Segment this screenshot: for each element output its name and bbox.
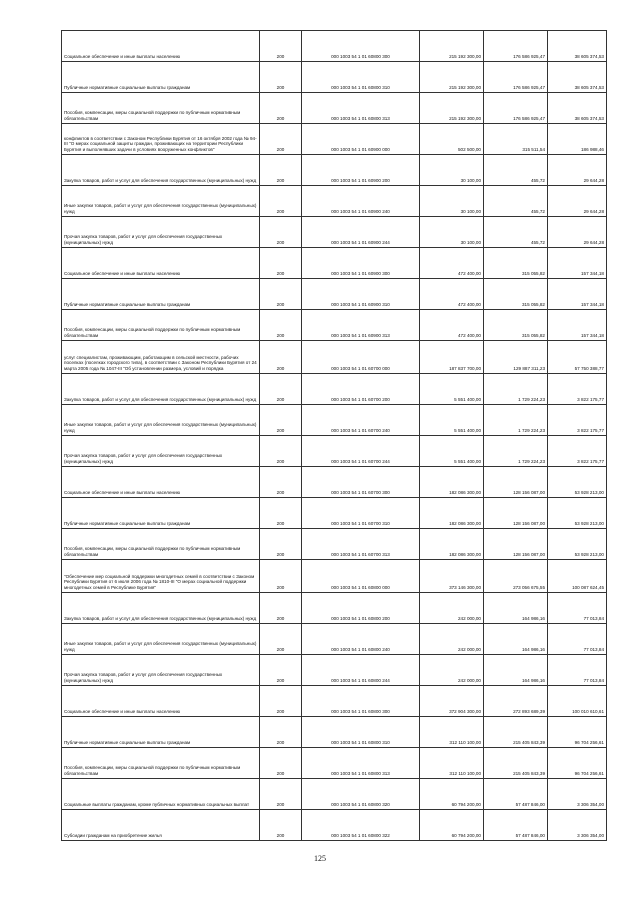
row-line-code: 200 bbox=[260, 655, 302, 686]
row-line-code: 200 bbox=[260, 217, 302, 248]
table-row bbox=[62, 779, 607, 810]
table-row bbox=[62, 62, 607, 93]
row-approved-amount: 372 904 300,00 bbox=[420, 686, 484, 717]
row-executed-amount: 272 893 689,39 bbox=[484, 686, 548, 717]
row-approved-amount: 242 000,00 bbox=[420, 655, 484, 686]
row-name: Публичные нормативные социальные выплаты гражданам bbox=[62, 62, 260, 93]
row-remaining-amount: 38 605 374,53 bbox=[548, 31, 607, 62]
row-executed-amount: 455,72 bbox=[484, 186, 548, 217]
table-row bbox=[62, 31, 607, 62]
row-remaining-amount: 38 605 374,53 bbox=[548, 93, 607, 124]
row-name: конфликтов в соответствии с Законом Республики Бурятия от 16 октября 2002 года № 94-III "О мерах социальной защиты граждан, проживающих на территории Республики Бурятия и выполнявших задачи в условиях вооруженных конфликтов" bbox=[62, 124, 260, 155]
row-approved-amount: 373 146 300,00 bbox=[420, 560, 484, 593]
row-approved-amount: 472 400,00 bbox=[420, 279, 484, 310]
row-remaining-amount: 53 928 213,00 bbox=[548, 529, 607, 560]
row-approved-amount: 472 400,00 bbox=[420, 248, 484, 279]
row-budget-code: 000 1003 54 1 01 60900 313 bbox=[302, 310, 420, 341]
table-row bbox=[62, 655, 607, 686]
table-row bbox=[62, 686, 607, 717]
row-remaining-amount: 29 644,28 bbox=[548, 155, 607, 186]
table-row bbox=[62, 810, 607, 841]
row-approved-amount: 182 086 300,00 bbox=[420, 498, 484, 529]
row-approved-amount: 215 192 300,00 bbox=[420, 93, 484, 124]
row-approved-amount: 60 794 200,00 bbox=[420, 779, 484, 810]
row-name: Пособия, компенсации, меры социальной поддержки по публичным нормативным обязательствам bbox=[62, 748, 260, 779]
row-approved-amount: 182 086 300,00 bbox=[420, 467, 484, 498]
row-approved-amount: 187 837 700,00 bbox=[420, 341, 484, 374]
row-line-code: 200 bbox=[260, 436, 302, 467]
row-executed-amount: 57 487 846,00 bbox=[484, 779, 548, 810]
row-approved-amount: 5 551 400,00 bbox=[420, 405, 484, 436]
row-budget-code: 000 1003 54 1 01 60800 310 bbox=[302, 717, 420, 748]
table-row bbox=[62, 186, 607, 217]
row-remaining-amount: 3 822 175,77 bbox=[548, 436, 607, 467]
row-approved-amount: 215 192 300,00 bbox=[420, 31, 484, 62]
row-budget-code: 000 1003 54 1 01 60700 000 bbox=[302, 341, 420, 374]
row-budget-code: 000 1003 54 1 01 60900 000 bbox=[302, 124, 420, 155]
table-row bbox=[62, 560, 607, 593]
row-budget-code: 000 1003 54 1 01 60800 320 bbox=[302, 779, 420, 810]
row-line-code: 200 bbox=[260, 155, 302, 186]
row-name: Иные закупки товаров, работ и услуг для обеспечения государственных (муниципальных) нужд bbox=[62, 186, 260, 217]
row-executed-amount: 176 586 925,47 bbox=[484, 93, 548, 124]
row-line-code: 200 bbox=[260, 341, 302, 374]
row-executed-amount: 176 586 925,47 bbox=[484, 31, 548, 62]
table-row bbox=[62, 748, 607, 779]
row-remaining-amount: 77 013,84 bbox=[548, 624, 607, 655]
row-budget-code: 000 1003 54 1 01 60900 244 bbox=[302, 217, 420, 248]
row-remaining-amount: 29 644,28 bbox=[548, 186, 607, 217]
row-budget-code: 000 1003 54 1 01 60700 313 bbox=[302, 529, 420, 560]
row-remaining-amount: 53 928 213,00 bbox=[548, 498, 607, 529]
table-row bbox=[62, 717, 607, 748]
row-name: Иные закупки товаров, работ и услуг для обеспечения государственных (муниципальных) нужд bbox=[62, 624, 260, 655]
row-remaining-amount: 3 306 354,00 bbox=[548, 779, 607, 810]
row-line-code: 200 bbox=[260, 248, 302, 279]
row-budget-code: 000 1003 54 1 01 60800 240 bbox=[302, 624, 420, 655]
row-remaining-amount: 96 704 256,61 bbox=[548, 717, 607, 748]
row-executed-amount: 164 986,16 bbox=[484, 655, 548, 686]
table-row bbox=[62, 593, 607, 624]
row-approved-amount: 472 400,00 bbox=[420, 310, 484, 341]
row-name: Прочая закупка товаров, работ и услуг для обеспечения государственных (муниципальных) нужд bbox=[62, 436, 260, 467]
row-budget-code: 000 1003 54 1 01 60700 244 bbox=[302, 436, 420, 467]
row-name: Закупка товаров, работ и услуг для обеспечения государственных (муниципальных) нужд bbox=[62, 593, 260, 624]
row-budget-code: 000 1003 54 1 01 60800 313 bbox=[302, 748, 420, 779]
row-name: Публичные нормативные социальные выплаты гражданам bbox=[62, 717, 260, 748]
row-approved-amount: 242 000,00 bbox=[420, 593, 484, 624]
row-name: Закупка товаров, работ и услуг для обеспечения государственных (муниципальных) нужд bbox=[62, 374, 260, 405]
row-executed-amount: 57 487 846,00 bbox=[484, 810, 548, 841]
budget-execution-table bbox=[61, 30, 606, 841]
row-remaining-amount: 77 013,84 bbox=[548, 655, 607, 686]
row-line-code: 200 bbox=[260, 467, 302, 498]
row-approved-amount: 5 551 400,00 bbox=[420, 374, 484, 405]
row-executed-amount: 1 729 224,23 bbox=[484, 436, 548, 467]
table-row bbox=[62, 498, 607, 529]
row-budget-code: 000 1003 54 1 01 60800 313 bbox=[302, 93, 420, 124]
row-line-code: 200 bbox=[260, 186, 302, 217]
row-remaining-amount: 57 750 388,77 bbox=[548, 341, 607, 374]
row-executed-amount: 315 055,82 bbox=[484, 310, 548, 341]
row-executed-amount: 455,72 bbox=[484, 217, 548, 248]
row-line-code: 200 bbox=[260, 810, 302, 841]
row-executed-amount: 215 405 843,39 bbox=[484, 748, 548, 779]
row-line-code: 200 bbox=[260, 124, 302, 155]
table-row bbox=[62, 93, 607, 124]
row-name: Пособия, компенсации, меры социальной поддержки по публичным нормативным обязательствам bbox=[62, 529, 260, 560]
row-name: Социальное обеспечение и иные выплаты населению bbox=[62, 248, 260, 279]
row-name: Социальные выплаты гражданам, кроме публичных нормативных социальных выплат bbox=[62, 779, 260, 810]
row-executed-amount: 315 055,82 bbox=[484, 279, 548, 310]
row-budget-code: 000 1003 54 1 01 60700 300 bbox=[302, 467, 420, 498]
row-line-code: 200 bbox=[260, 374, 302, 405]
row-approved-amount: 312 110 100,00 bbox=[420, 717, 484, 748]
row-budget-code: 000 1003 54 1 01 60700 310 bbox=[302, 498, 420, 529]
row-approved-amount: 30 100,00 bbox=[420, 186, 484, 217]
row-budget-code: 000 1003 54 1 01 60700 200 bbox=[302, 374, 420, 405]
row-line-code: 200 bbox=[260, 498, 302, 529]
row-budget-code: 000 1003 54 1 01 60800 244 bbox=[302, 655, 420, 686]
row-remaining-amount: 157 344,18 bbox=[548, 248, 607, 279]
row-remaining-amount: 157 344,18 bbox=[548, 279, 607, 310]
table-row bbox=[62, 467, 607, 498]
row-executed-amount: 129 887 311,23 bbox=[484, 341, 548, 374]
row-name: Социальное обеспечение и иные выплаты населению bbox=[62, 31, 260, 62]
row-line-code: 200 bbox=[260, 62, 302, 93]
row-name: Социальное обеспечение и иные выплаты населению bbox=[62, 686, 260, 717]
table-row bbox=[62, 405, 607, 436]
table-row bbox=[62, 124, 607, 155]
row-executed-amount: 1 729 224,23 bbox=[484, 405, 548, 436]
row-executed-amount: 1 729 224,23 bbox=[484, 374, 548, 405]
row-name: Иные закупки товаров, работ и услуг для обеспечения государственных (муниципальных) нужд bbox=[62, 405, 260, 436]
row-name: Субсидии гражданам на приобретение жилья bbox=[62, 810, 260, 841]
row-line-code: 200 bbox=[260, 779, 302, 810]
table-row bbox=[62, 436, 607, 467]
row-budget-code: 000 1003 54 1 01 60800 310 bbox=[302, 62, 420, 93]
row-remaining-amount: 77 013,84 bbox=[548, 593, 607, 624]
row-approved-amount: 60 794 200,00 bbox=[420, 810, 484, 841]
row-name: Закупка товаров, работ и услуг для обеспечения государственных (муниципальных) нужд bbox=[62, 155, 260, 186]
row-line-code: 200 bbox=[260, 405, 302, 436]
row-budget-code: 000 1003 54 1 01 60900 200 bbox=[302, 155, 420, 186]
row-executed-amount: 315 511,54 bbox=[484, 124, 548, 155]
table-row bbox=[62, 310, 607, 341]
row-executed-amount: 315 055,82 bbox=[484, 248, 548, 279]
row-remaining-amount: 3 822 175,77 bbox=[548, 374, 607, 405]
row-executed-amount: 128 156 087,00 bbox=[484, 498, 548, 529]
row-line-code: 200 bbox=[260, 686, 302, 717]
row-line-code: 200 bbox=[260, 748, 302, 779]
row-executed-amount: 176 586 925,47 bbox=[484, 62, 548, 93]
row-line-code: 200 bbox=[260, 593, 302, 624]
row-remaining-amount: 29 644,28 bbox=[548, 217, 607, 248]
row-executed-amount: 128 156 087,00 bbox=[484, 467, 548, 498]
row-approved-amount: 182 086 300,00 bbox=[420, 529, 484, 560]
table-row bbox=[62, 279, 607, 310]
row-remaining-amount: 100 010 610,61 bbox=[548, 686, 607, 717]
table-row bbox=[62, 529, 607, 560]
row-approved-amount: 30 100,00 bbox=[420, 217, 484, 248]
row-line-code: 200 bbox=[260, 31, 302, 62]
table-row bbox=[62, 624, 607, 655]
row-budget-code: 000 1003 54 1 01 60900 240 bbox=[302, 186, 420, 217]
table-body bbox=[62, 31, 607, 841]
row-line-code: 200 bbox=[260, 717, 302, 748]
row-approved-amount: 215 192 300,00 bbox=[420, 62, 484, 93]
row-budget-code: 000 1003 54 1 01 60700 240 bbox=[302, 405, 420, 436]
table-row bbox=[62, 248, 607, 279]
row-remaining-amount: 3 306 354,00 bbox=[548, 810, 607, 841]
row-line-code: 200 bbox=[260, 529, 302, 560]
row-name: "Обеспечение мер социальной поддержки многодетных семей в соответствии с Законом Республики Бурятия от 6 июля 2006 года № 1810-III "О мерах социальной поддержки многодетных семей в Республике Бурятия" bbox=[62, 560, 260, 593]
row-name: Прочая закупка товаров, работ и услуг для обеспечения государственных (муниципальных) нужд bbox=[62, 217, 260, 248]
row-remaining-amount: 38 605 374,53 bbox=[548, 62, 607, 93]
row-name: Пособия, компенсации, меры социальной поддержки по публичным нормативным обязательствам bbox=[62, 93, 260, 124]
row-budget-code: 000 1003 54 1 01 60800 322 bbox=[302, 810, 420, 841]
table-row bbox=[62, 217, 607, 248]
row-line-code: 200 bbox=[260, 93, 302, 124]
row-remaining-amount: 3 822 175,77 bbox=[548, 405, 607, 436]
row-budget-code: 000 1003 54 1 01 60800 300 bbox=[302, 686, 420, 717]
row-executed-amount: 215 405 843,39 bbox=[484, 717, 548, 748]
row-budget-code: 000 1003 54 1 01 60900 310 bbox=[302, 279, 420, 310]
row-approved-amount: 242 000,00 bbox=[420, 624, 484, 655]
budget-table bbox=[61, 30, 607, 841]
row-line-code: 200 bbox=[260, 624, 302, 655]
row-remaining-amount: 186 988,46 bbox=[548, 124, 607, 155]
row-name: Пособия, компенсации, меры социальной поддержки по публичным нормативным обязательствам bbox=[62, 310, 260, 341]
row-approved-amount: 502 500,00 bbox=[420, 124, 484, 155]
row-budget-code: 000 1003 54 1 01 60800 000 bbox=[302, 560, 420, 593]
row-name: Прочая закупка товаров, работ и услуг для обеспечения государственных (муниципальных) нужд bbox=[62, 655, 260, 686]
row-budget-code: 000 1003 54 1 01 60800 200 bbox=[302, 593, 420, 624]
row-line-code: 200 bbox=[260, 560, 302, 593]
row-name: Социальное обеспечение и иные выплаты населению bbox=[62, 467, 260, 498]
table-row bbox=[62, 341, 607, 374]
row-remaining-amount: 157 344,18 bbox=[548, 310, 607, 341]
row-budget-code: 000 1003 54 1 01 60800 300 bbox=[302, 31, 420, 62]
row-remaining-amount: 100 087 624,45 bbox=[548, 560, 607, 593]
row-name: Публичные нормативные социальные выплаты гражданам bbox=[62, 279, 260, 310]
row-executed-amount: 273 056 675,55 bbox=[484, 560, 548, 593]
row-executed-amount: 128 156 087,00 bbox=[484, 529, 548, 560]
row-name: услуг специалистам, проживающим, работающим в сельской местности, рабочих поселках (поселках городского типа), в соответствии с Законом Республики Бурятия от 24 марта 2005 года № 1047-III "Об установлении размера, условий и порядка bbox=[62, 341, 260, 374]
row-executed-amount: 164 986,16 bbox=[484, 624, 548, 655]
page-number: 125 bbox=[314, 854, 326, 863]
row-executed-amount: 164 986,16 bbox=[484, 593, 548, 624]
table-row bbox=[62, 374, 607, 405]
row-executed-amount: 455,72 bbox=[484, 155, 548, 186]
row-name: Публичные нормативные социальные выплаты гражданам bbox=[62, 498, 260, 529]
row-approved-amount: 5 551 400,00 bbox=[420, 436, 484, 467]
row-remaining-amount: 96 704 256,61 bbox=[548, 748, 607, 779]
row-budget-code: 000 1003 54 1 01 60900 300 bbox=[302, 248, 420, 279]
row-approved-amount: 312 110 100,00 bbox=[420, 748, 484, 779]
table-row bbox=[62, 155, 607, 186]
row-line-code: 200 bbox=[260, 310, 302, 341]
row-remaining-amount: 53 928 213,00 bbox=[548, 467, 607, 498]
row-approved-amount: 30 100,00 bbox=[420, 155, 484, 186]
row-line-code: 200 bbox=[260, 279, 302, 310]
